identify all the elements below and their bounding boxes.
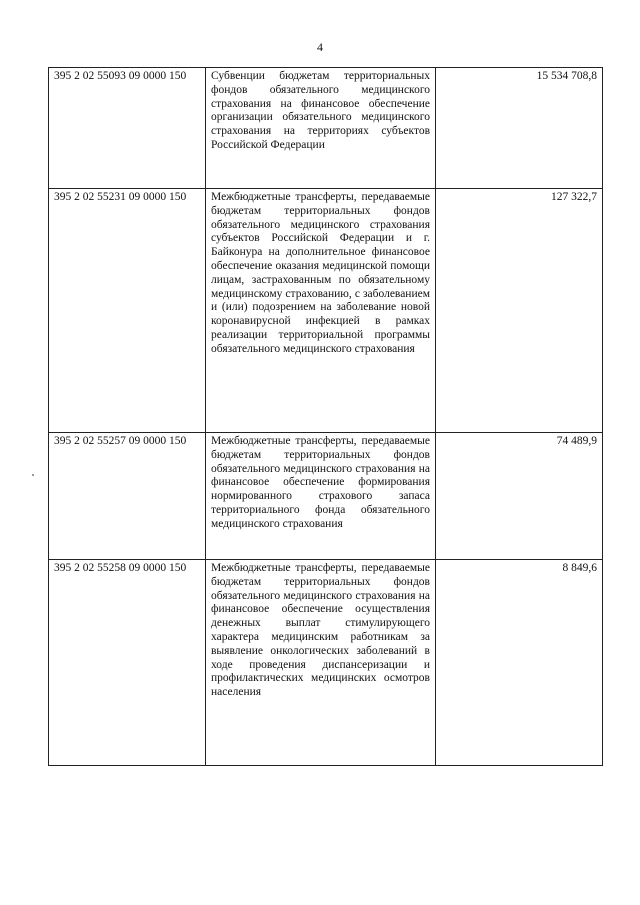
row-amount: 8 849,6 — [436, 560, 603, 766]
row-code: 395 2 02 55093 09 0000 150 — [49, 68, 206, 189]
row-code: 395 2 02 55231 09 0000 150 — [49, 189, 206, 433]
budget-table — [48, 67, 603, 766]
row-name: Межбюджетные трансферты, передаваемые бюджетам территориальных фондов обязательного медицинского страхования субъектов Российской Федерации и г. Байконура на дополнительное финансовое обеспечение оказания медицинской помощи лицам, застрахованным по обязательному медицинскому страхованию, с заболеванием и (или) подозрением на заболевание новой коронавирусной инфекцией в рамках реализации территориальной программы обязательного медицинского страхования — [206, 189, 436, 433]
row-name: Межбюджетные трансферты, передаваемые бюджетам территориальных фондов обязательного медицинского страхования на финансовое обеспечение осуществления денежных выплат стимулирующего характера медицинским работникам за выявление онкологических заболеваний в ходе проведения диспансеризации и профилактических медицинских осмотров населения — [206, 560, 436, 766]
table-row — [49, 68, 603, 189]
table-row — [49, 189, 603, 433]
page-number: 4 — [317, 40, 323, 54]
table-row — [49, 560, 603, 766]
row-amount: 74 489,9 — [436, 433, 603, 560]
scan-artifact-dot — [32, 474, 34, 476]
row-code: 395 2 02 55258 09 0000 150 — [49, 560, 206, 766]
table-row — [49, 433, 603, 560]
row-amount: 127 322,7 — [436, 189, 603, 433]
row-name: Субвенции бюджетам территориальных фондов обязательного медицинского страхования на финансовое обеспечение организации обязательного медицинского страхования на территориях субъектов Российской Федерации — [206, 68, 436, 189]
row-amount: 15 534 708,8 — [436, 68, 603, 189]
row-code: 395 2 02 55257 09 0000 150 — [49, 433, 206, 560]
row-name: Межбюджетные трансферты, передаваемые бюджетам территориальных фондов обязательного медицинского страхования на финансовое обеспечение формирования нормированного страхового запаса территориального фонда обязательного медицинского страхования — [206, 433, 436, 560]
